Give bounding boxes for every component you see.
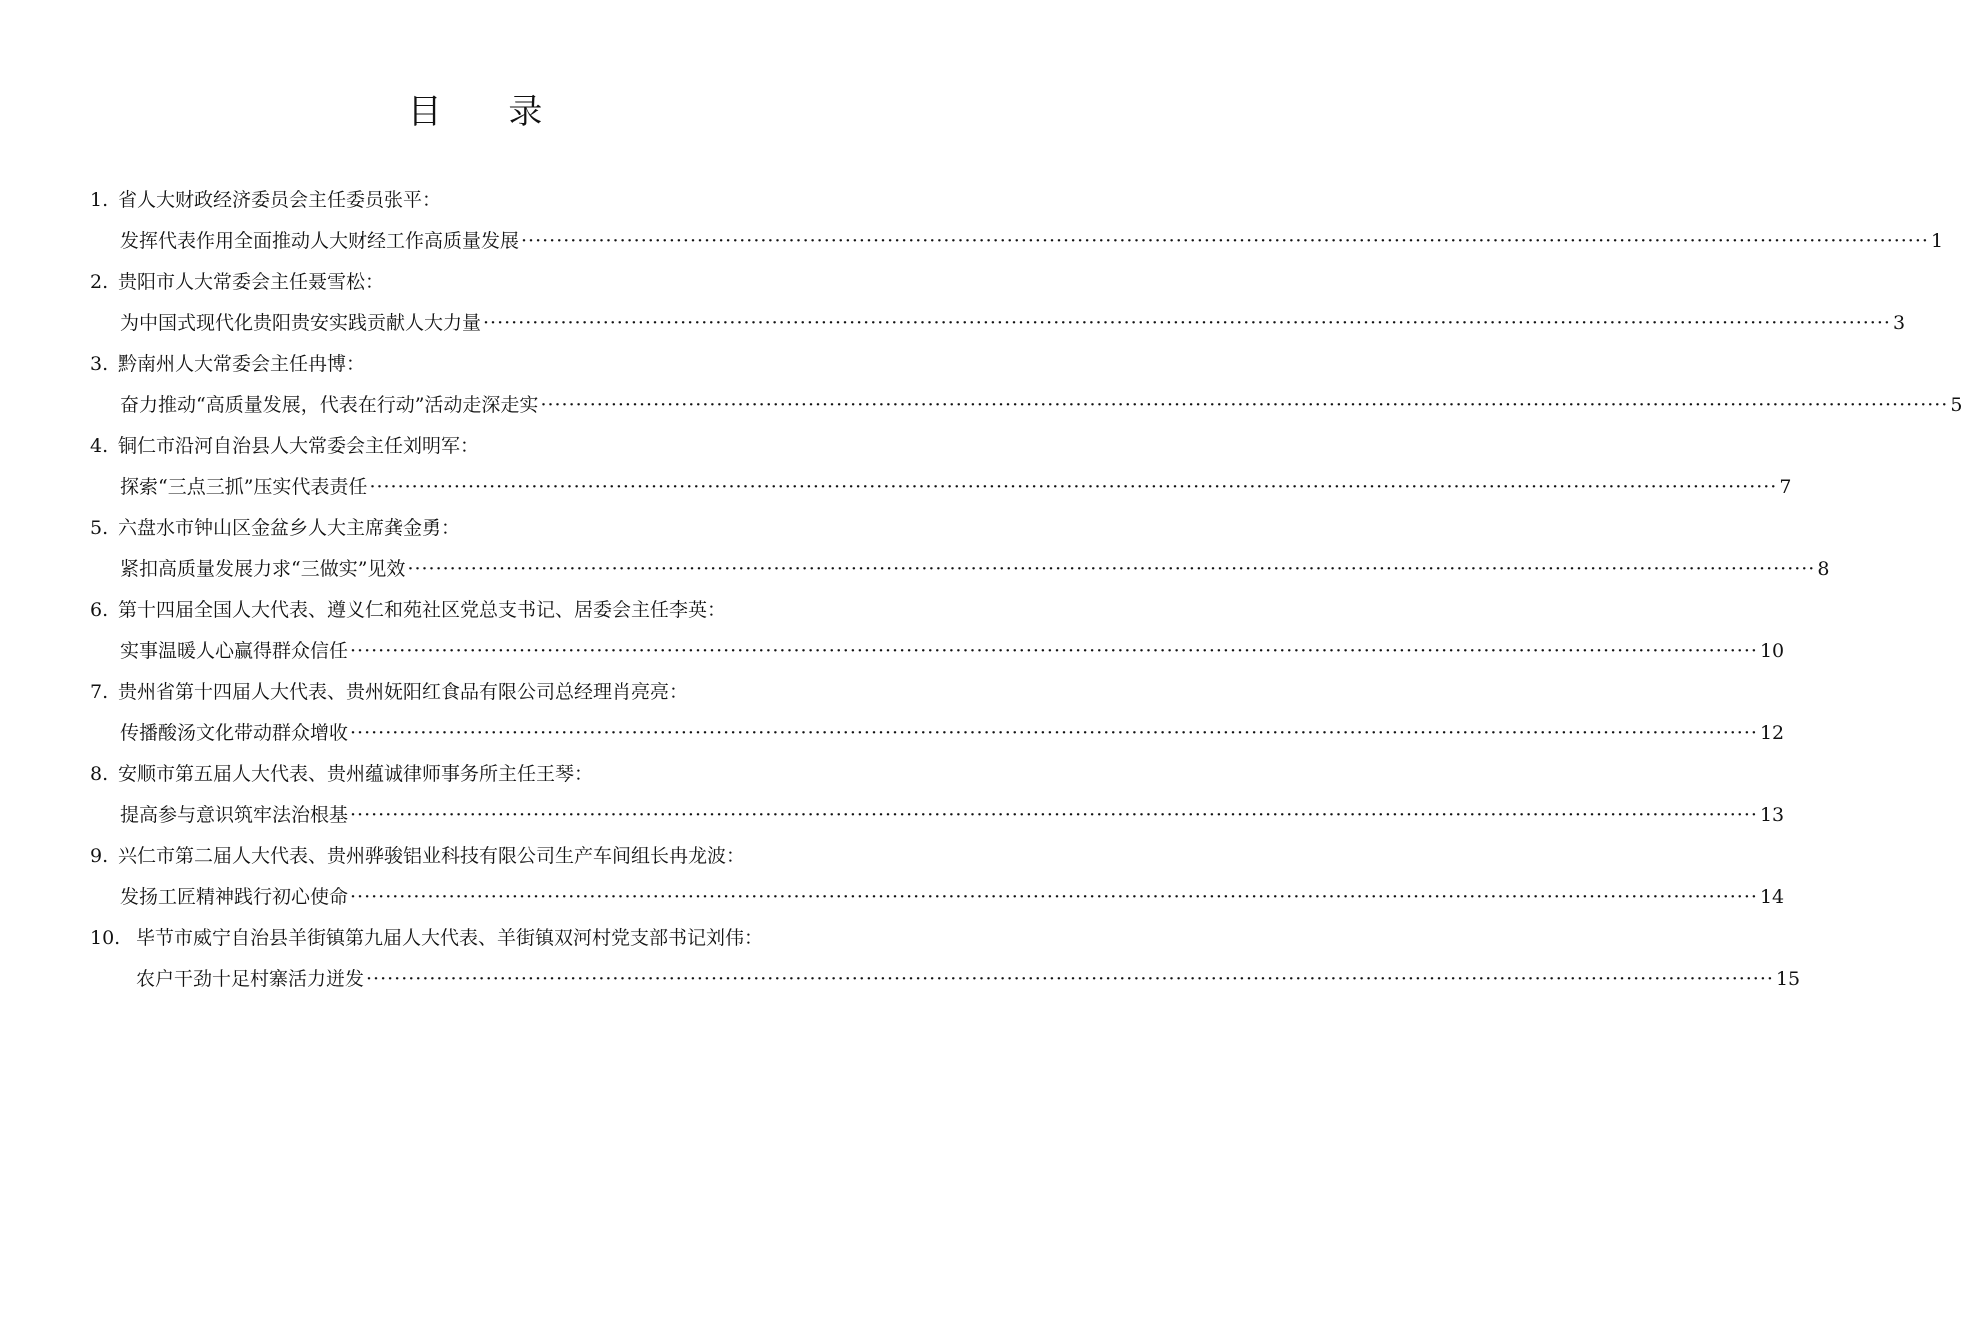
toc-heading-text: 省人大财政经济委员会主任委员张平： [118, 189, 442, 211]
toc-leader-dots: ········································································································································································································ [483, 312, 1891, 334]
toc-heading-text: 贵州省第十四届人大代表、贵州妩阳红食品有限公司总经理肖亮亮： [118, 681, 689, 703]
toc-subtitle: 为中国式现代化贵阳贵安实践贡献人大力量 [120, 312, 482, 334]
toc-leader-dots: ········································································································································································································ [350, 640, 1758, 662]
toc-line[interactable] [90, 713, 1785, 754]
toc-leader-dots: ········································································································································································································ [407, 558, 1816, 580]
toc-page-number: 7 [1779, 476, 1792, 498]
toc-line[interactable] [90, 959, 1801, 1000]
toc-heading [90, 508, 860, 549]
toc-number: 9. [90, 845, 109, 867]
toc-leader-dots: ········································································································································································································ [350, 722, 1758, 744]
toc-page-number: 13 [1759, 804, 1785, 826]
toc-heading [90, 426, 860, 467]
toc-heading [90, 672, 860, 713]
toc-leader-dots: ········································································································································································································ [521, 230, 1929, 252]
toc-page-number: 15 [1775, 968, 1801, 990]
toc-subtitle: 传播酸汤文化带动群众增收 [120, 722, 349, 744]
toc-heading [90, 344, 860, 385]
toc-heading-text: 毕节市威宁自治县羊街镇第九届人大代表、羊街镇双河村党支部书记刘伟： [136, 927, 764, 949]
toc-page-number: 3 [1892, 312, 1906, 334]
toc-line[interactable] [90, 385, 1962, 426]
toc-line[interactable] [90, 221, 1944, 262]
toc-heading [90, 918, 860, 959]
toc-leader-dots: ········································································································································································································ [350, 804, 1758, 826]
toc-entry [90, 344, 1962, 426]
toc-subtitle: 探索“三点三抓”压实代表责任 [120, 476, 368, 498]
toc-heading-text: 贵阳市人大常委会主任聂雪松： [118, 271, 385, 293]
toc-line[interactable] [90, 877, 1785, 918]
toc-heading-text: 安顺市第五届人大代表、贵州蕴诚律师事务所主任王琴： [118, 763, 594, 785]
toc-heading [90, 836, 860, 877]
toc-entry [90, 918, 1801, 1000]
toc-entry [90, 754, 1785, 836]
toc-heading [90, 180, 860, 221]
toc-leader-dots: ········································································································································································································ [350, 886, 1758, 908]
toc-heading [90, 754, 860, 795]
page-title: 目 录 [407, 92, 571, 132]
toc-line[interactable] [90, 631, 1785, 672]
toc-subtitle: 提高参与意识筑牢法治根基 [120, 804, 349, 826]
toc-page-number: 5 [1950, 394, 1962, 416]
toc-number: 3. [90, 353, 109, 375]
toc-number: 10. [90, 927, 121, 949]
toc-subtitle: 发挥代表作用全面推动人大财经工作高质量发展 [120, 230, 520, 252]
toc-page-number: 14 [1759, 886, 1785, 908]
toc-entry [90, 836, 1785, 918]
toc-heading-text: 铜仁市沿河自治县人大常委会主任刘明军： [118, 435, 480, 457]
toc-entry [90, 508, 1830, 590]
toc-heading-text: 第十四届全国人大代表、遵义仁和苑社区党总支书记、居委会主任李英： [118, 599, 727, 621]
toc-number: 1. [90, 189, 109, 211]
toc-line[interactable] [90, 549, 1830, 590]
toc-line[interactable] [90, 303, 1906, 344]
toc-number: 5. [90, 517, 109, 539]
toc-heading [90, 590, 860, 631]
toc-entry [90, 590, 1785, 672]
toc-leader-dots: ········································································································································································································ [540, 394, 1949, 416]
toc-entry [90, 262, 1906, 344]
toc-heading-text: 兴仁市第二届人大代表、贵州骅骏铝业科技有限公司生产车间组长冉龙波： [118, 845, 746, 867]
toc-number: 8. [90, 763, 109, 785]
toc-entry [90, 672, 1785, 754]
toc-page-number: 1 [1930, 230, 1944, 252]
toc-heading-text: 黔南州人大常委会主任冉博： [118, 353, 366, 375]
toc-subtitle: 紧扣高质量发展力求“三做实”见效 [120, 558, 406, 580]
toc-number: 2. [90, 271, 109, 293]
toc-number: 7. [90, 681, 109, 703]
toc-subtitle: 奋力推动“高质量发展，代表在行动”活动走深走实 [120, 394, 539, 416]
toc-heading [90, 262, 860, 303]
toc-subtitle: 农户干劲十足村寨活力迸发 [136, 968, 365, 990]
table-of-contents [90, 180, 1962, 1000]
toc-entry [90, 426, 1792, 508]
toc-subtitle: 实事温暖人心赢得群众信任 [120, 640, 349, 662]
toc-page-number: 8 [1817, 558, 1830, 580]
toc-page-number: 12 [1759, 722, 1785, 744]
toc-leader-dots: ········································································································································································································ [369, 476, 1778, 498]
toc-page-number: 10 [1759, 640, 1785, 662]
toc-number: 6. [90, 599, 109, 621]
toc-line[interactable] [90, 795, 1785, 836]
toc-entry [90, 180, 1944, 262]
toc-subtitle: 发扬工匠精神践行初心使命 [120, 886, 349, 908]
toc-leader-dots: ········································································································································································································ [366, 968, 1774, 990]
toc-line[interactable] [90, 467, 1792, 508]
toc-number: 4. [90, 435, 109, 457]
toc-heading-text: 六盘水市钟山区金盆乡人大主席龚金勇： [118, 517, 461, 539]
